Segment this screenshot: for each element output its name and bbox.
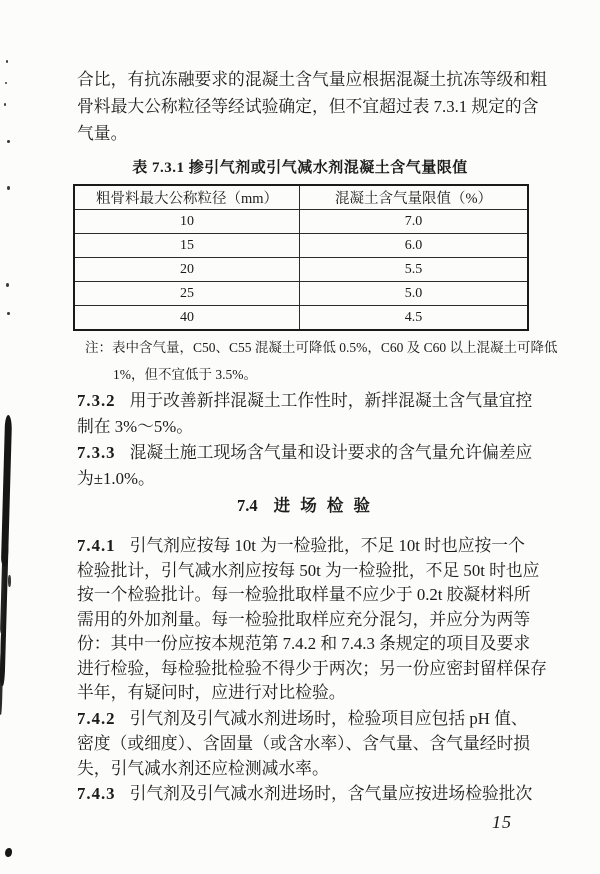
clause-7-3-3 xyxy=(77,440,547,492)
clause-line xyxy=(77,440,547,466)
paragraph-line: 合比，有抗冻融要求的混凝土含气量应根据混凝土抗冻等级和粗 xyxy=(77,70,547,89)
note-label: 注： xyxy=(85,340,112,355)
clause-line: 密度（或细度）、含固量（或含水率）、含气量、含气量经时损 xyxy=(77,734,531,753)
cell-air-limit: 5.5 xyxy=(300,258,529,282)
table-header-row xyxy=(74,185,528,210)
cell-air-limit: 7.0 xyxy=(300,210,529,234)
clause-number: 7.4.2 xyxy=(77,709,116,728)
paragraph-line: 骨料最大公称粒径等经试验确定，但不宜超过表 7.3.1 规定的含 xyxy=(77,97,539,116)
clause-text: 混凝土施工现场含气量和设计要求的含气量允许偏差应 xyxy=(129,443,533,462)
clause-line: 需用的外加剂量。每一检验批取样应充分混匀，并应分为两等 xyxy=(77,609,531,629)
scan-binding-streak xyxy=(1,415,12,567)
clause-number: 7.4.3 xyxy=(77,784,116,803)
scan-ink-blob xyxy=(5,848,12,857)
scan-speck xyxy=(5,82,7,84)
table-row xyxy=(74,258,528,282)
column-header-aggregate-size: 粗骨料最大公称粒径（mm） xyxy=(74,185,300,210)
clause-line: 为±1.0%。 xyxy=(77,469,155,488)
section-heading-7-4 xyxy=(77,493,533,519)
note-line xyxy=(85,334,558,361)
column-header-air-content-limit: 混凝土含气量限值（%） xyxy=(300,185,529,210)
page-number: 15 xyxy=(492,812,512,832)
clause-7-3-2 xyxy=(77,388,547,439)
cell-air-limit: 4.5 xyxy=(300,306,529,331)
clause-line: 按一个检验批计。每一检验批取样量不应少于 0.2t 胶凝材料所 xyxy=(77,585,531,604)
air-content-limit-table xyxy=(73,184,529,331)
clause-number: 7.4.1 xyxy=(77,536,116,555)
clause-7-4-2 xyxy=(77,706,547,781)
note-text: 表中含气量，C50、C55 混凝土可降低 0.5%，C60 及 C60 以上混凝土可降低 xyxy=(112,340,558,355)
cell-air-limit: 6.0 xyxy=(300,234,529,258)
clause-line: 份：其中一份应按本规范第 7.4.2 和 7.4.3 条规定的项目及要求 xyxy=(77,634,531,653)
cell-aggregate-size: 25 xyxy=(74,282,300,306)
scan-speck xyxy=(6,60,8,63)
clause-line: 进行检验，每检验批检验不得少于两次；另一份应密封留样保存 xyxy=(77,658,547,678)
clause-number: 7.3.2 xyxy=(77,391,116,410)
clause-7-4-1 xyxy=(77,534,547,706)
scan-speck xyxy=(7,312,10,315)
clause-text: 引气剂应按每 10t 为一检验批，不足 10t 时也应按一个 xyxy=(129,536,525,555)
table-row xyxy=(74,210,528,234)
table-row xyxy=(74,234,528,258)
paragraph-line: 气量。 xyxy=(77,124,128,143)
scan-speck xyxy=(6,283,9,287)
scan-speck xyxy=(7,186,10,190)
clause-text: 引气剂及引气减水剂进场时，检验项目应包括 pH 值、 xyxy=(129,709,528,728)
section-number: 7.4 xyxy=(237,496,258,515)
scan-speck xyxy=(7,140,10,143)
clause-line xyxy=(77,534,547,559)
note-line: 1%，但不宜低于 3.5%。 xyxy=(113,367,257,382)
intro-paragraph xyxy=(77,66,547,147)
table-row xyxy=(74,282,528,306)
clause-text: 用于改善新拌混凝土工作性时，新拌混凝土含气量宜控 xyxy=(129,391,533,410)
clause-line xyxy=(77,388,547,414)
table-title: 表 7.3.1 掺引气剂或引气减水剂混凝土含气量限值 xyxy=(132,160,468,176)
clause-line xyxy=(77,706,547,731)
cell-aggregate-size: 15 xyxy=(74,234,300,258)
cell-aggregate-size: 10 xyxy=(74,210,300,234)
scan-speck xyxy=(4,103,6,106)
clause-line: 失，引气减水剂还应检测减水率。 xyxy=(77,759,329,778)
section-title: 进 场 检 验 xyxy=(273,496,373,515)
table-row xyxy=(74,306,528,331)
cell-aggregate-size: 20 xyxy=(74,258,300,282)
clause-line: 制在 3%～5%。 xyxy=(77,416,194,436)
scan-speck xyxy=(8,575,11,587)
cell-air-limit: 5.0 xyxy=(300,282,529,306)
table-note xyxy=(85,334,558,388)
cell-aggregate-size: 40 xyxy=(74,306,300,331)
clause-number: 7.3.3 xyxy=(77,443,116,462)
clause-line: 半年，有疑问时，应进行对比检验。 xyxy=(77,683,346,702)
clause-7-4-3 xyxy=(77,781,547,806)
clause-line: 检验批计，引气减水剂应按每 50t 为一检验批，不足 50t 时也应 xyxy=(77,560,540,580)
clause-line xyxy=(77,781,547,806)
clause-text: 引气剂及引气减水剂进场时，含气量应按进场检验批次 xyxy=(129,784,533,803)
